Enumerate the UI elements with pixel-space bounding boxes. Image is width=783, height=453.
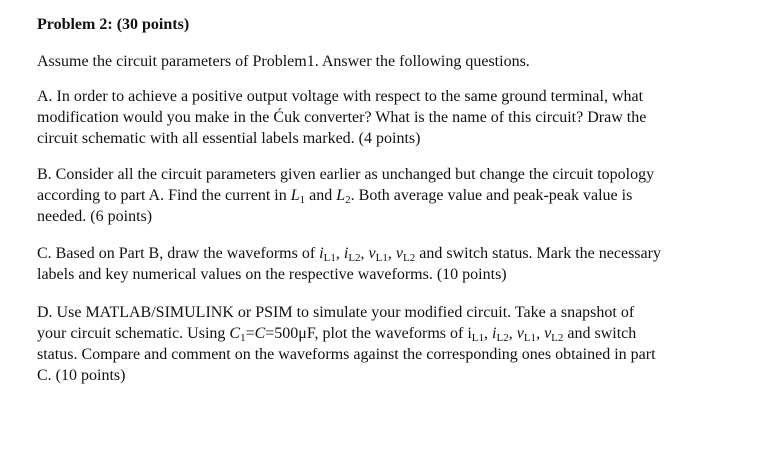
- intro-paragraph: [37, 51, 757, 72]
- current-subscript: L2: [348, 252, 361, 264]
- part-c-text: C. Based on Part B, draw the waveforms of: [37, 245, 320, 262]
- part-b-text: according to part A. Find the current in: [37, 187, 291, 204]
- capacitance-value: =500μF: [265, 325, 315, 342]
- part-d-line-4: C. (10 points): [37, 367, 126, 384]
- part-b-line-3: needed. (6 points): [37, 208, 153, 225]
- part-d-text: your circuit schematic. Using: [37, 325, 230, 342]
- voltage-symbol: v: [544, 325, 552, 342]
- part-b-text: . Both average value and peak-peak value is: [350, 187, 633, 204]
- inductor-symbol: L: [290, 187, 300, 204]
- part-c-line-1: [37, 243, 757, 264]
- part-b-paragraph: [37, 164, 757, 227]
- intro-text: Assume the circuit parameters of Problem1. Answer the following questions.: [37, 53, 530, 70]
- part-c-text: and switch status. Mark the necessary: [415, 245, 661, 262]
- part-d-line-3: status. Compare and comment on the waveforms against the corresponding ones obtained in part: [37, 346, 656, 363]
- inductor-subscript: 1: [299, 194, 306, 206]
- capacitor-symbol: C: [254, 325, 266, 342]
- current-subscript: L1: [471, 332, 485, 344]
- voltage-subscript: L2: [551, 332, 564, 344]
- inductor-symbol: L: [336, 187, 346, 204]
- part-c-paragraph: [37, 243, 757, 285]
- current-subscript: L1: [323, 252, 336, 264]
- equals-sign: =: [245, 325, 255, 342]
- part-a-paragraph: [37, 86, 757, 149]
- conjunction: and: [305, 187, 337, 204]
- separator: ,: [360, 245, 369, 262]
- part-d-paragraph: [37, 302, 757, 386]
- current-subscript: L2: [496, 332, 509, 344]
- part-d-line-1: D. Use MATLAB/SIMULINK or PSIM to simulate your modified circuit. Take a snapshot of: [37, 304, 635, 321]
- part-a-line-1: A. In order to achieve a positive output voltage with respect to the same ground terminal, what: [37, 88, 644, 105]
- voltage-symbol: v: [368, 245, 376, 262]
- part-d-text: , plot the waveforms of: [314, 325, 468, 342]
- part-a-line-2: modification would you make in the Ćuk converter? What is the name of this circuit? Draw the: [37, 109, 647, 126]
- current-symbol: i: [467, 325, 472, 342]
- current-symbol: i: [319, 245, 324, 262]
- separator: ,: [508, 325, 517, 342]
- problem-title: Problem 2: (30 points): [37, 16, 190, 33]
- separator: ,: [484, 325, 493, 342]
- separator: ,: [335, 245, 344, 262]
- separator: ,: [536, 325, 545, 342]
- current-symbol: i: [492, 325, 497, 342]
- part-d-text: and switch: [563, 325, 637, 342]
- capacitor-subscript: 1: [240, 332, 246, 344]
- voltage-symbol: v: [395, 245, 403, 262]
- part-b-line-1: B. Consider all the circuit parameters given earlier as unchanged but change the circuit topology: [37, 166, 655, 183]
- voltage-subscript: L2: [403, 252, 416, 264]
- part-a-line-3: circuit schematic with all essential labels marked. (4 points): [37, 130, 421, 147]
- part-b-line-2: [37, 185, 757, 206]
- capacitor-symbol: C: [229, 325, 241, 342]
- part-c-line-2: labels and key numerical values on the respective waveforms. (10 points): [37, 266, 507, 283]
- voltage-symbol: v: [516, 325, 524, 342]
- voltage-subscript: L1: [523, 332, 537, 344]
- inductor-subscript: 2: [345, 194, 351, 206]
- part-d-line-2: [37, 323, 757, 344]
- separator: ,: [387, 245, 396, 262]
- voltage-subscript: L1: [375, 252, 388, 264]
- current-symbol: i: [343, 245, 349, 262]
